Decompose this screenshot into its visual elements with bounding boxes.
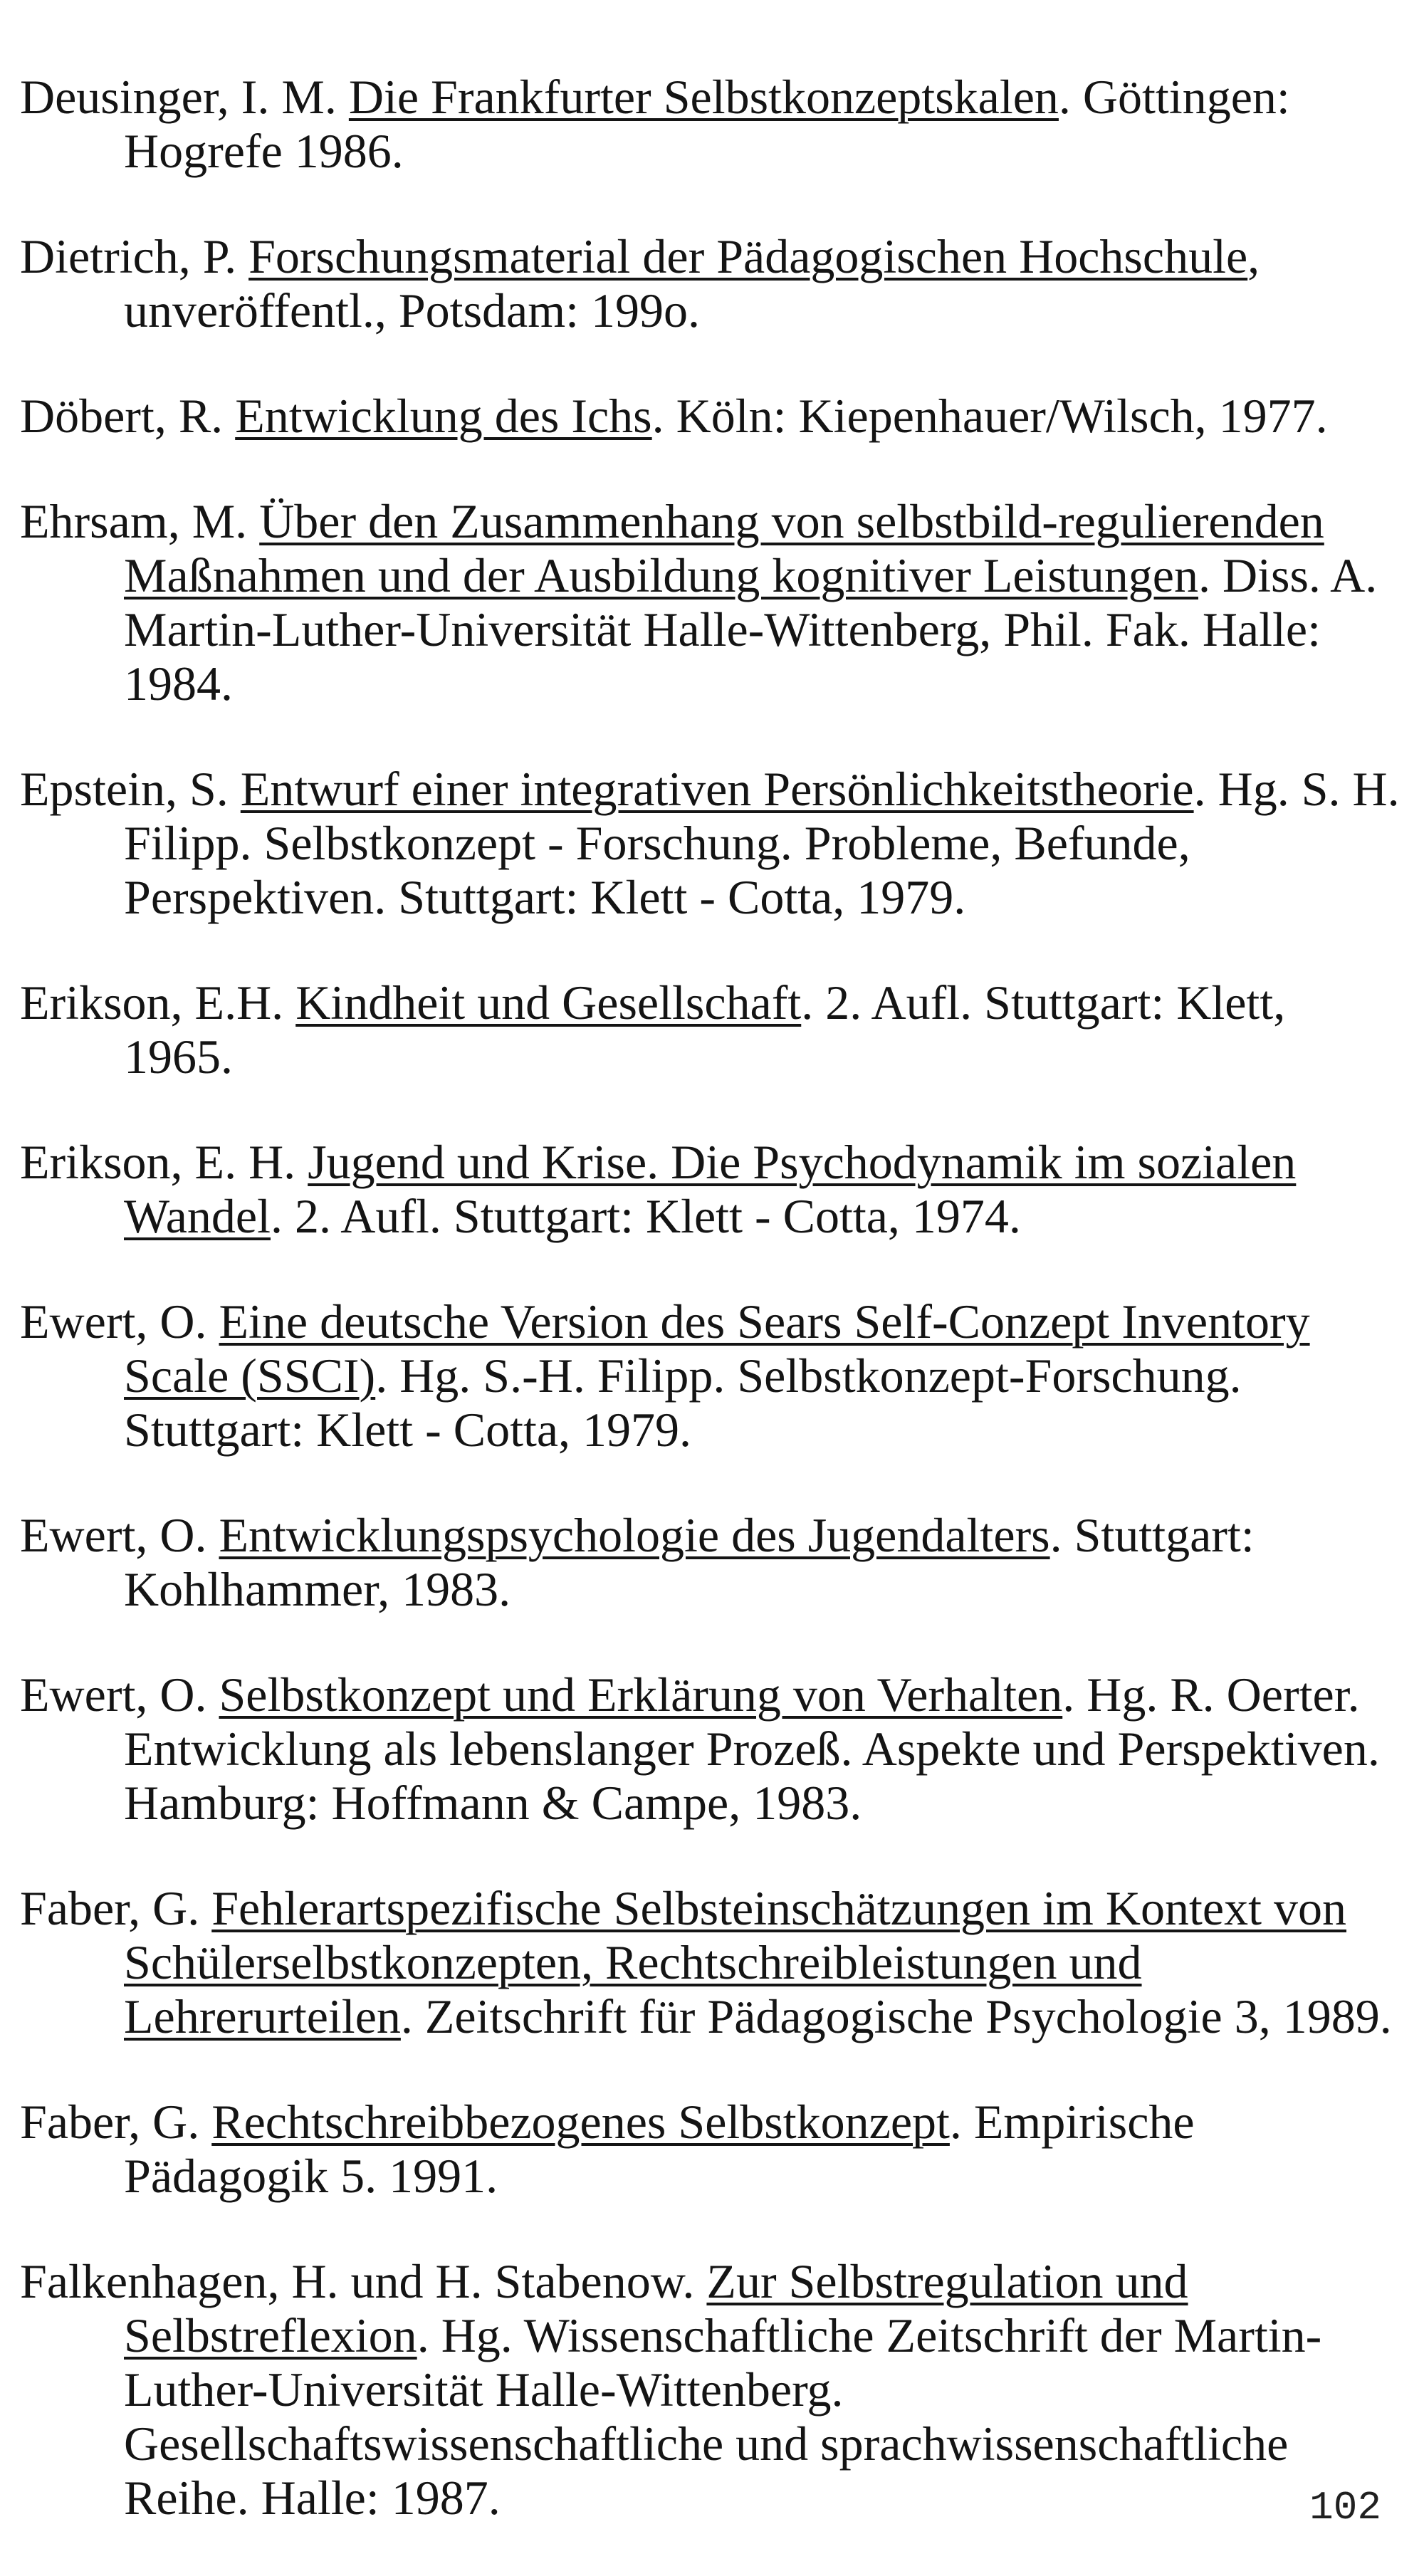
reference-details: . Hg. S.-H. Filipp. Selbstkonzept-Forschung. Stuttgart: Klett - Cotta, 1979. bbox=[124, 1349, 1242, 1457]
reference-author: Falkenhagen, H. und H. Stabenow. bbox=[20, 2254, 707, 2308]
reference-author: Dietrich, P. bbox=[20, 229, 249, 283]
reference-entry bbox=[20, 389, 1405, 443]
reference-details: . Hg. Wissenschaftliche Zeitschrift der Martin-Luther-Universität Halle-Wittenberg. Gesellschaftswissenschaftliche und sprachwissenschaftliche Reihe. Halle: 1987. bbox=[124, 2308, 1322, 2525]
reference-author: Faber, G. bbox=[20, 2095, 212, 2149]
reference-author: Erikson, E.H. bbox=[20, 975, 296, 1030]
reference-title: Forschungsmaterial der Pädagogischen Hochschule bbox=[248, 229, 1248, 283]
reference-title: Entwurf einer integrativen Persönlichkeitstheorie bbox=[240, 762, 1194, 816]
reference-author: Faber, G. bbox=[20, 1881, 212, 1935]
reference-author: Ehrsam, M. bbox=[20, 494, 260, 548]
reference-title: Entwicklungspsychologie des Jugendalters bbox=[219, 1508, 1050, 1562]
reference-title: Rechtschreibbezogenes Selbstkonzept bbox=[211, 2095, 950, 2149]
reference-details: . Hg. R. Oerter. Entwicklung als lebenslanger Prozeß. Aspekte und Perspektiven. Hamburg: Hoffmann & Campe, 1983. bbox=[124, 1667, 1380, 1830]
reference-entry bbox=[20, 229, 1405, 337]
reference-details: . Empirische Pädagogik 5. 1991. bbox=[124, 2095, 1195, 2203]
reference-details: . Stuttgart: Kohlhammer, 1983. bbox=[124, 1508, 1255, 1616]
reference-entry bbox=[20, 494, 1405, 711]
reference-details: , unveröffentl., Potsdam: 199o. bbox=[124, 229, 1260, 337]
reference-entry bbox=[20, 1881, 1405, 2043]
reference-title: Zur Selbstregulation und Selbstreflexion bbox=[124, 2254, 1188, 2362]
reference-entry bbox=[20, 762, 1405, 924]
reference-details: . Göttingen: Hogrefe 1986. bbox=[124, 70, 1290, 178]
reference-author: Ewert, O. bbox=[20, 1294, 219, 1349]
reference-entry bbox=[20, 2095, 1405, 2203]
reference-title: Die Frankfurter Selbstkonzeptskalen bbox=[348, 70, 1059, 124]
reference-author: Deusinger, I. M. bbox=[20, 70, 349, 124]
reference-details: . 2. Aufl. Stuttgart: Klett - Cotta, 1974. bbox=[271, 1189, 1021, 1243]
reference-details: . Diss. A. Martin-Luther-Universität Halle-Wittenberg, Phil. Fak. Halle: 1984. bbox=[124, 548, 1378, 711]
reference-entry bbox=[20, 70, 1405, 178]
reference-list bbox=[20, 70, 1405, 2576]
reference-title: Kindheit und Gesellschaft bbox=[295, 975, 802, 1030]
reference-title: Jugend und Krise. Die Psychodynamik im sozialen Wandel bbox=[124, 1135, 1297, 1243]
reference-details: . 2. Aufl. Stuttgart: Klett, 1965. bbox=[124, 975, 1286, 1084]
reference-author: Erikson, E. H. bbox=[20, 1135, 308, 1189]
reference-entry bbox=[20, 1667, 1405, 1830]
reference-title: Fehlerartspezifische Selbsteinschätzungen im Kontext von Schülerselbstkonzepten, Rechtschreibleistungen und Lehrerurteilen bbox=[124, 1881, 1347, 2043]
reference-entry bbox=[20, 975, 1405, 1084]
reference-entry bbox=[20, 2254, 1405, 2525]
reference-author: Epstein, S. bbox=[20, 762, 241, 816]
reference-author: Ewert, O. bbox=[20, 1667, 219, 1722]
page-number: 102 bbox=[1309, 2485, 1381, 2530]
reference-details: . Köln: Kiepenhauer/Wilsch, 1977. bbox=[651, 389, 1328, 443]
reference-details: . Hg. S. H. Filipp. Selbstkonzept - Forschung. Probleme, Befunde, Perspektiven. Stuttgart: Klett - Cotta, 1979. bbox=[124, 762, 1400, 924]
reference-entry bbox=[20, 1294, 1405, 1457]
reference-title: Über den Zusammenhang von selbstbild-regulierenden Maßnahmen und der Ausbildung kognitiver Leistungen bbox=[124, 494, 1324, 602]
reference-title: Selbstkonzept und Erklärung von Verhalten bbox=[219, 1667, 1063, 1722]
reference-details: . Zeitschrift für Pädagogische Psychologie 3, 1989. bbox=[400, 1989, 1392, 2043]
reference-entry bbox=[20, 1508, 1405, 1616]
reference-title: Entwicklung des Ichs bbox=[235, 389, 652, 443]
reference-title: Eine deutsche Version des Sears Self-Conzept Inventory Scale (SSCI) bbox=[124, 1294, 1310, 1403]
reference-author: Ewert, O. bbox=[20, 1508, 219, 1562]
reference-entry bbox=[20, 1135, 1405, 1243]
reference-author: Döbert, R. bbox=[20, 389, 236, 443]
